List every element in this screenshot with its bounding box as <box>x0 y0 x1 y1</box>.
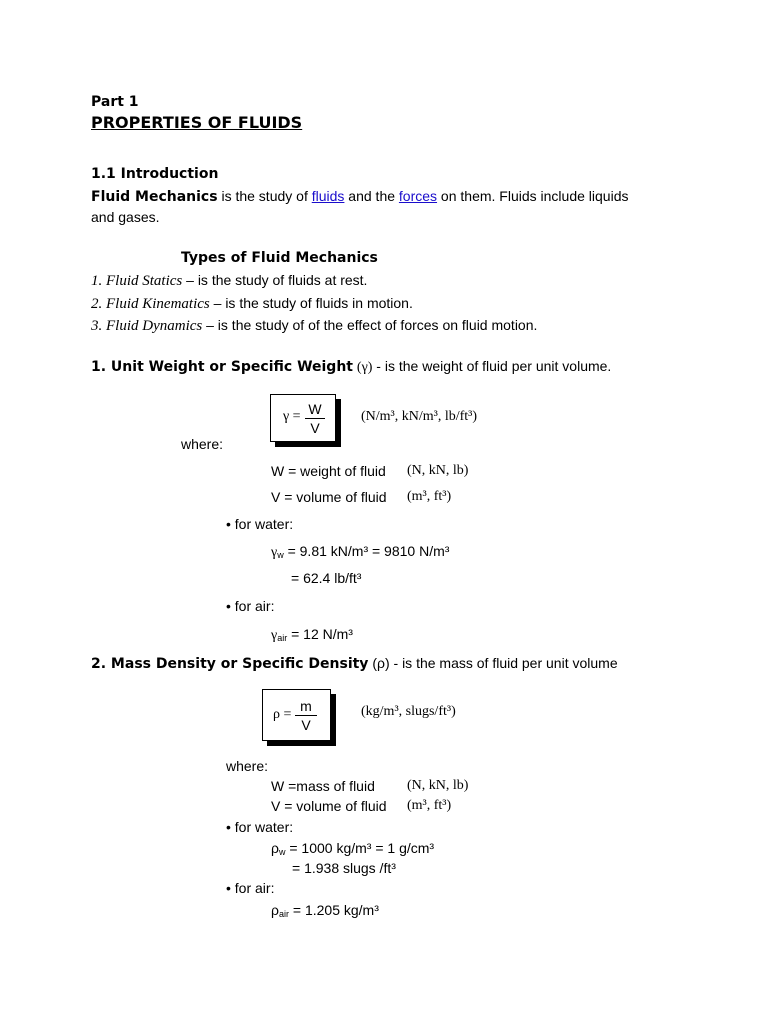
intro-paragraph-line1 <box>91 188 628 205</box>
intro-text: and the <box>344 188 399 204</box>
water-label: • for water: <box>226 819 294 835</box>
type-item <box>91 317 537 335</box>
rho-air-line: $\rho_{air} = 1.205$ kg/m³ <box>271 902 379 919</box>
unit-weight-heading: 1. Unit Weight or Specific Weight <box>91 359 353 375</box>
rho-symbol: (ρ) <box>372 655 390 671</box>
unit-weight-formula-box <box>270 394 336 442</box>
volume-units: (m³, ft³) <box>407 489 452 504</box>
formula-numerator: m <box>300 698 312 714</box>
formula-denominator: V <box>301 717 311 733</box>
rho-air-value: = 1.205 kg/m³ <box>288 902 379 918</box>
density-heading-line <box>91 655 618 672</box>
type-item <box>91 295 413 313</box>
gamma-water-imperial: = 62.4 lb/ft³ <box>291 570 362 586</box>
where-label: where: <box>226 758 269 774</box>
rho-water-imperial: = 1.938 slugs /ft³ <box>292 860 396 876</box>
gamma-air-value: = 12 N/m³ <box>287 626 353 642</box>
formula-fraction <box>295 697 317 734</box>
mass-definition: W =mass of fluid <box>271 778 375 794</box>
gamma-symbol: (γ) <box>356 360 373 375</box>
part-label: Part 1 <box>91 94 139 110</box>
gamma-water-line: $\gamma_w = 9.81$ kN/m³ = 9810 N/m³ <box>271 543 450 560</box>
volume-units: (m³, ft³) <box>407 798 452 813</box>
weight-definition: W = weight of fluid <box>271 463 386 479</box>
unit-weight-desc: - is the weight of fluid per unit volume. <box>372 358 612 374</box>
air-label: • for air: <box>226 880 275 896</box>
formula-fraction <box>305 400 325 437</box>
rho-water-line: $\rho_w = 1000$ kg/m³ = 1 g/cm³ <box>271 840 435 857</box>
intro-text: is the study of <box>217 188 312 204</box>
rho-water-value: = 1000 kg/m³ = 1 g/cm³ <box>285 840 435 856</box>
type-desc: – is the study of fluids in motion. <box>209 295 413 311</box>
gamma-water-value: = 9.81 kN/m³ = 9810 N/m³ <box>283 543 450 559</box>
formula-numerator: W <box>308 401 322 417</box>
types-heading: Types of Fluid Mechanics <box>181 250 378 266</box>
mass-units: (N, kN, lb) <box>407 778 469 793</box>
intro-term: Fluid Mechanics <box>91 189 218 205</box>
type-name: 1. Fluid Statics <box>91 273 183 289</box>
gamma-symbol-char: γ <box>361 360 368 375</box>
intro-heading: 1.1 Introduction <box>91 166 219 182</box>
type-desc: – is the study of fluids at rest. <box>182 272 368 288</box>
volume-definition: V = volume of fluid <box>271 489 387 505</box>
formula-lhs: ρ = <box>273 707 292 722</box>
forces-link[interactable]: forces <box>398 188 438 204</box>
where-label: where: <box>181 436 224 452</box>
air-label: • for air: <box>226 598 275 614</box>
density-formula-box <box>262 689 331 741</box>
unit-weight-heading-line <box>91 358 611 376</box>
fluids-link[interactable]: fluids <box>311 188 345 204</box>
intro-paragraph-line2: and gases. <box>91 209 160 225</box>
type-name: 3. Fluid Dynamics <box>91 318 203 334</box>
density-desc: - is the mass of fluid per unit volume <box>389 655 618 671</box>
weight-units: (N, kN, lb) <box>407 463 469 478</box>
volume-definition: V = volume of fluid <box>271 798 387 814</box>
water-label: • for water: <box>226 516 294 532</box>
formula-lhs: γ = <box>283 409 301 424</box>
gamma-air-line: $\gamma_{air} = 12$ N/m³ <box>271 626 353 643</box>
type-item <box>91 272 367 290</box>
page-title: PROPERTIES OF FLUIDS <box>91 113 303 132</box>
density-heading: 2. Mass Density or Specific Density <box>91 656 369 672</box>
type-name: 2. Fluid Kinematics <box>91 296 210 312</box>
unit-weight-units: (N/m³, kN/m³, lb/ft³) <box>361 409 478 424</box>
intro-text: on them. Fluids include liquids <box>437 188 629 204</box>
formula-denominator: V <box>310 420 320 436</box>
density-units: (kg/m³, slugs/ft³) <box>361 704 456 719</box>
type-desc: – is the study of of the effect of forces on fluid motion. <box>202 317 538 333</box>
